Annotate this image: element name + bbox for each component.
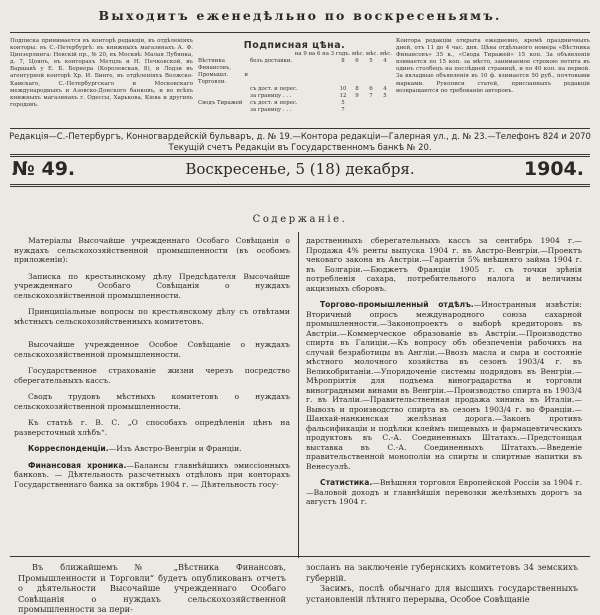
price-label: съ дост. и перес. bbox=[250, 86, 298, 93]
article-left-text: Въ ближайшемъ № „Вѣстника Финансовъ, Промышленности и Торговли“ будетъ опубликованъ отчетъ о дѣятельности Высочайше учрежденнаго Особаго Совѣщанія о нуждахъ сельскохозяйственной промышленности за пери- bbox=[18, 562, 286, 614]
price-cell bbox=[364, 100, 378, 107]
masthead-tagline: Выходитъ еженедѣльно по воскресеньямъ. bbox=[98, 8, 502, 23]
subscription-offices-text: Подписка принимается въ конторѣ редакціи, въ отдѣленіяхъ конторы: въ С.-Петербургѣ: въ книжныхъ магазинахъ А. Ф. Цинзерлинга: Невскій пр., № 20, въ Москвѣ: Малая Лубянка, д. 7, Цояпъ, въ конторахъ Метцль и Н. Печковской, въ Варшавѣ у Е. Б. Бернера (Королевская, 8), и Лодзи въ агентурной конторѣ Хр. И. Бинге, въ отдѣленіяхъ Волжско-Камскаго, С.-Петербургскаго и Московскаго международныхъ и Азовско-Донского банковъ, и во всѣхъ книжныхъ магазинахъ г. Одессы, Харькова, Кіева и другихъ городовъ. bbox=[10, 38, 193, 108]
price-table bbox=[197, 58, 392, 114]
table-row bbox=[197, 100, 392, 107]
editorial-address: Редакція—С.-Петербургъ, Конногвардейскій бульваръ, д. № 19.—Контора редакціи—Галерная ул., д. № 23.—Телефонъ 824 и 2070 bbox=[9, 131, 591, 141]
list-item: Записка по крестьянскому дѣлу Предсѣдателя Высочайше учрежденнаго Особаго Совѣщанія о нуждахъ сельскохозяйственной промышленности. bbox=[14, 271, 290, 300]
list-item: Принципіальные вопросы по крестьянскому дѣлу съ отвѣтами мѣстныхъ сельскохозяйственныхъ комитетовъ. bbox=[14, 307, 290, 326]
price-cell: 5 bbox=[383, 93, 387, 100]
article-right-text bbox=[306, 562, 578, 604]
price-label: за границу . . . bbox=[250, 93, 292, 100]
subscription-block bbox=[10, 38, 590, 126]
office-hours-text: Контора редакціи открыта ежедневно, кромѣ праздничныхъ дней, отъ 11 до 4 час. дня. Цѣна отдѣльного номера «Вѣстника Финансовъ» 35 к., «Свода Тиражей» 15 коп. За объявленія взимается по 15 коп. за мѣсто, занимаемое строкою петита въ одинъ столбецъ на послѣдней страницѣ, и по 40 коп. на первой. За вкладные объявленія въ 10 ф. взимается 50 руб., почтовыми марками. Рукописи статей, присланныхъ редакціи возвращаются по требованію авторовъ. bbox=[396, 38, 590, 94]
table-row bbox=[197, 86, 392, 93]
list-item: Матеріалы Высочайше учрежденнаго Особаго Совѣщанія о нуждахъ сельскохозяйственной промышленности (въ особомъ приложеніи): bbox=[14, 236, 290, 264]
issue-number: № 49. bbox=[12, 158, 76, 180]
price-cell bbox=[350, 107, 364, 114]
price-group: Сводъ Тиражей bbox=[198, 100, 243, 107]
bottom-rule bbox=[10, 556, 590, 557]
contents-title: Содержаніе. bbox=[252, 214, 348, 225]
price-label: за границу . . . bbox=[250, 107, 292, 114]
list-item: Корреспонденціи.—Изъ Австро-Венгріи и Франціи. bbox=[28, 444, 242, 453]
price-label: съ дост. и перес. bbox=[250, 100, 298, 107]
price-label: безъ доставки. bbox=[250, 58, 293, 65]
list-item: Статистика.—Внѣшняя торговля Европейской Россіи за 1904 г.—Валовой доходъ и главнѣйшія перевозки желѣзныхъ дорогъ за августъ 1904 г. bbox=[306, 478, 582, 506]
price-cell: 9 bbox=[355, 93, 359, 100]
table-row bbox=[197, 58, 392, 86]
price-cell: 5 bbox=[341, 100, 345, 107]
price-cell bbox=[378, 100, 392, 107]
price-cell: 5 bbox=[369, 58, 373, 65]
issue-row bbox=[10, 158, 590, 182]
article-right-continuation: зосланъ на заключеніе губернскихъ комитетовъ 34 земскихъ губерній. bbox=[306, 562, 578, 583]
price-cell: 4 bbox=[383, 86, 387, 93]
list-item: Высочайше учрежденное Особое Совѣщаніе о нуждахъ сельскохозяйственной промышленности. bbox=[14, 340, 290, 359]
price-cell: 6 bbox=[369, 86, 373, 93]
issue-rule-bottom bbox=[10, 184, 590, 187]
price-group: Вѣстника Финансовъ, Промышл. и Торговли. bbox=[198, 58, 248, 86]
price-header: на 9 на 6 на 3 годъ. мѣс. мѣс. мѣс. bbox=[294, 51, 392, 58]
price-group bbox=[197, 86, 249, 93]
column-divider bbox=[298, 232, 299, 558]
price-cell bbox=[364, 107, 378, 114]
price-cell: 10 bbox=[339, 86, 347, 93]
info-rule bbox=[10, 128, 590, 129]
list-item: Торгово-промышленный отдѣлъ.—Иностранныя извѣстія: Вторичный опросъ международного союза сахарной промышленности.—Законопроектъ о выборѣ кредиторовъ въ Австріи.—Коммерческое образованіе въ Австріи.—Производство спирта въ Галиціи.—Къ вопросу объ обезпеченіи рабочихъ на случай безработицы въ Англіи.—Ввозъ масла и сыра и состояніе мѣстного молочного хозяйства въ сезонъ 1903/4 г. въ Великобританіи.—Упорядоченіе системы подрядовъ въ Венгріи.—Мѣропріятія для подъема виноградарства и торговли виноградными винами въ Венгріи.—Производство спирта въ 1903/4 г. въ Италіи.—Правительственная продажа хинина въ Италіи.—Вывозъ и производство спирта въ сезонъ 1903/4 г. во Франціи.—Шанхай-нанкинская желѣзная дорога.—Законъ противъ фальсификаціи и подѣлки клеймъ пищевыхъ и фармацевтическихъ продуктовъ въ С.-А. Соединенныхъ Штатахъ.—Предстоящая выставка въ С.-А. Соединенныхъ Штатахъ.—Введеніе правительственной монополіи на спирты и спиртные напитки въ Венесуэлѣ. bbox=[306, 300, 582, 471]
list-item: дарственныхъ сберегательныхъ кассъ за сентябрь 1904 г.—Продажа 4% ренты выпуска 1904 г. въ Австро-Венгріи.—Проектъ чековаго закона въ Австріи.—Гарантія 5% внѣшняго займа 1904 г. въ Болгаріи.—Бюджетъ Франціи 1905 г. съ точки зрѣнія потребленія сахара, потребительного налога и величины акцизныхъ сборовъ. bbox=[306, 236, 582, 293]
price-cell bbox=[378, 107, 392, 114]
table-row bbox=[197, 93, 392, 100]
list-item: Къ статьѣ г. В. С. „О способахъ опредѣленія цѣнъ на разверсточный хлѣбъ“. bbox=[14, 418, 290, 437]
price-group bbox=[197, 93, 249, 100]
issue-rule-top bbox=[10, 154, 590, 157]
issue-date: Воскресенье, 5 (18) декабря. bbox=[185, 160, 415, 178]
price-cell bbox=[350, 100, 364, 107]
contents-left-column bbox=[14, 236, 290, 496]
table-row bbox=[197, 107, 392, 114]
price-cell: 7 bbox=[341, 107, 345, 114]
list-item: Финансовая хроника.—Балансы главнѣйшихъ эмиссіонныхъ банковъ. — Дѣятельность разсчетныхъ отдѣловъ при конторахъ Государственнаго банка за октябрь 1904 г. — Дѣятельность госу- bbox=[14, 460, 291, 489]
issue-year: 1904. bbox=[523, 158, 584, 180]
list-item: Сводъ трудовъ мѣстныхъ комитетовъ о нуждахъ сельскохозяйственной промышленности. bbox=[14, 392, 290, 411]
price-title: Подписная цѣна. bbox=[243, 40, 346, 51]
contents-right-column bbox=[306, 236, 582, 514]
list-item: Государственное страхованіе жизни черезъ посредство сберегательныхъ кассъ. bbox=[14, 366, 290, 385]
article-right-paragraph: Засимъ, послѣ обычнаго для высшихъ государственныхъ установленій лѣтняго перерыва, Особое Совѣщаніе bbox=[306, 583, 578, 604]
masthead-rule bbox=[10, 32, 590, 33]
price-cell: 6 bbox=[355, 58, 359, 65]
price-cell: 4 bbox=[383, 58, 387, 65]
bank-account: Текущій счетъ Редакціи въ Государственномъ банкѣ № 20. bbox=[168, 142, 432, 152]
price-cell: 7 bbox=[369, 93, 373, 100]
price-group bbox=[197, 107, 249, 114]
price-cell: 8 bbox=[355, 86, 359, 93]
price-cell: 8 bbox=[341, 58, 345, 65]
price-block bbox=[197, 38, 392, 124]
price-cell: 12 bbox=[339, 93, 347, 100]
article-start bbox=[10, 562, 590, 614]
